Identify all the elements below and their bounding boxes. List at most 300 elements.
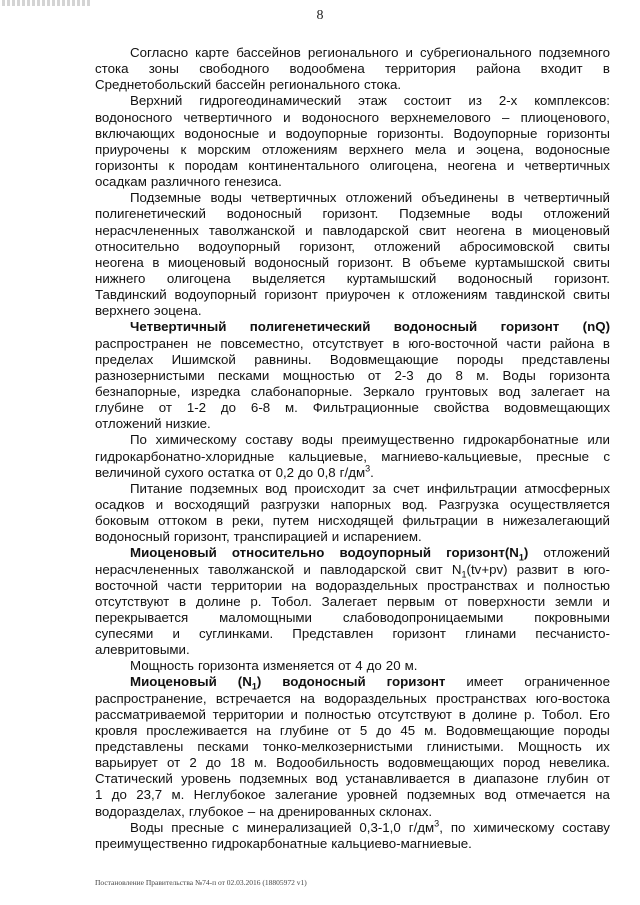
word: прослеживается [146, 722, 248, 738]
word: восточной [95, 577, 159, 593]
word: гидрокарбонатные [463, 432, 579, 448]
word: глубокое [188, 803, 244, 819]
word: подземных [239, 771, 308, 787]
text-line [95, 465, 610, 481]
word: состоит [403, 93, 452, 109]
word: водоносный [393, 319, 478, 335]
word: склонах. [379, 803, 433, 819]
word: от [444, 593, 458, 609]
word: горизонт. [337, 254, 394, 270]
word: песчанисто- [535, 626, 610, 642]
word: горизонт. [322, 206, 379, 222]
word: горизонты. [377, 125, 444, 141]
word: горизонт. [554, 270, 610, 286]
text-line [95, 432, 610, 448]
word: низкие. [165, 416, 211, 432]
word: 1-2 [186, 400, 207, 416]
word: к [398, 287, 405, 303]
word: представлены [521, 351, 610, 367]
word: м. [171, 787, 185, 803]
word: до [376, 722, 392, 738]
text-line [95, 674, 610, 693]
word: юго-восточной [408, 335, 498, 351]
word: В [402, 254, 411, 270]
word: поверхности [467, 593, 546, 609]
word: земли [555, 593, 593, 609]
word: путем [272, 513, 310, 529]
word: фильтрации [402, 513, 478, 529]
word: от [258, 464, 272, 480]
word: подземного [538, 45, 610, 60]
word: Миоценовый [130, 545, 217, 561]
word: кровля [95, 722, 138, 738]
word: горизонта [549, 367, 610, 383]
word: первым [387, 593, 435, 609]
word: стока. [363, 77, 402, 93]
word: воды [491, 206, 523, 222]
text-line [95, 45, 610, 61]
word: 8 [455, 367, 463, 383]
word: и [457, 141, 465, 157]
word: осадков [95, 496, 145, 512]
word: и [331, 529, 340, 545]
word: тонко-мелкозернистыми [262, 739, 413, 755]
word: куртамышской [474, 254, 565, 270]
word: химическому [155, 432, 237, 448]
word: в [602, 61, 610, 77]
word: представлены [95, 739, 184, 755]
word: водоупорный [339, 545, 432, 561]
word: в [486, 513, 494, 529]
text-line [95, 562, 610, 578]
word: мела [414, 141, 447, 157]
word: Тавдинский [95, 287, 167, 303]
word: Мощность [517, 739, 582, 755]
word: неогена [95, 254, 144, 270]
word: в [458, 771, 466, 787]
word: свит [415, 561, 443, 577]
word: восходящий [174, 496, 250, 512]
text-line [95, 497, 610, 513]
word: зоны [148, 61, 179, 77]
word: слабонапорные. [250, 383, 353, 399]
word: происходит [294, 480, 366, 496]
text-line [95, 126, 610, 142]
word: счет [393, 480, 420, 496]
word: на [259, 803, 274, 819]
word: относительно [95, 238, 180, 254]
word: горизонт, [299, 238, 356, 254]
word: гидрокарбонатные [211, 835, 328, 851]
word: и [405, 45, 413, 60]
word: преимущественно [95, 835, 208, 851]
text-line [95, 255, 610, 271]
word: четвертичный [523, 190, 610, 206]
word: уровней [347, 787, 398, 803]
word: оттоком [158, 513, 208, 529]
word: в [392, 335, 400, 351]
word: отложений [543, 545, 610, 561]
word: уровень [181, 771, 231, 787]
word: абросимовской [459, 238, 555, 254]
word: транспирацией [233, 529, 328, 545]
word: юго-востока [535, 690, 610, 706]
text-line [95, 93, 610, 109]
word: свиты [573, 287, 610, 303]
word: разнозернистыми [95, 367, 205, 383]
word: 5 [359, 722, 368, 738]
word: района [476, 61, 521, 77]
text-line [95, 287, 610, 303]
text-line [95, 513, 610, 529]
paragraph [95, 319, 610, 432]
word: породам [184, 157, 239, 173]
word: комплексов: [534, 93, 610, 109]
word: Воды [130, 819, 164, 835]
word: горизонты [546, 125, 610, 141]
word: водоразделах, [95, 803, 185, 819]
word: нижнего [95, 270, 146, 286]
word: Воды [502, 367, 536, 383]
word: и [283, 109, 291, 125]
paragraph [95, 190, 610, 319]
word: (nQ) [582, 319, 610, 335]
footer-citation: Постановление Правительства №74-п от 02.03.2016 (18805972 v1) [95, 878, 307, 887]
word: бассейн [215, 77, 266, 93]
word: распространен [95, 335, 189, 351]
text-line [95, 239, 610, 255]
page-number: 8 [316, 8, 324, 23]
word: пресные [536, 448, 590, 464]
word: слабоводопроницаемыми [342, 609, 504, 625]
word: горизонт [264, 287, 318, 303]
word: Тобол. [541, 706, 583, 722]
word: сухого [164, 464, 204, 480]
word: водовмещающих [387, 755, 494, 771]
word: мощностью [282, 367, 355, 383]
word: суглинками. [199, 626, 274, 642]
word: глубин [546, 771, 589, 787]
word: до [111, 787, 127, 803]
word: магниево-кальциевые, [381, 448, 522, 464]
word: 4 [355, 658, 363, 674]
word: гидрогеодинамический [199, 93, 342, 109]
word: 2-х [498, 93, 518, 109]
word: водораздельных [324, 690, 427, 706]
word: покровными [534, 609, 610, 625]
word: м. [254, 755, 267, 771]
word: плиоценового, [520, 109, 610, 125]
word: до [427, 367, 443, 383]
word: Водоупорные [453, 125, 538, 141]
word: $г/дм^3$. [339, 463, 374, 480]
word: верхнего [348, 141, 404, 157]
word: $N_1(tv+pv)$ [451, 561, 508, 580]
word: горизонты [95, 157, 159, 173]
paragraph [95, 45, 610, 93]
word: нисходящей [317, 513, 394, 529]
word: полностью [543, 577, 610, 593]
text-line [95, 804, 610, 820]
word: 0,2 [275, 464, 295, 480]
word: пресные [171, 819, 225, 835]
word: дренированных [277, 803, 376, 819]
text-line [95, 352, 610, 368]
word: грунтовых [425, 383, 488, 399]
word: приурочен [325, 287, 391, 303]
word: рассматриваемой [95, 706, 206, 722]
word: Неглубокое [193, 787, 266, 803]
word: безнапорные, [95, 383, 181, 399]
word: континентального [248, 157, 360, 173]
word: территории [212, 706, 284, 722]
word: химическому [473, 819, 555, 835]
word: р. [250, 593, 262, 609]
word: 0,8 [317, 464, 336, 480]
text-line [95, 626, 610, 642]
word: перекрывается [95, 609, 189, 625]
text-line [95, 77, 610, 93]
word: Статический [95, 771, 173, 787]
word: горизонт [500, 319, 560, 335]
word: водоносные [535, 141, 610, 157]
word: отложений [543, 206, 610, 222]
text-line [95, 707, 610, 723]
word: включающих [95, 125, 175, 141]
word: или [587, 432, 610, 448]
word: полигенетический [95, 206, 206, 222]
word: полигенетический [249, 319, 371, 335]
word: за [372, 480, 386, 496]
word: юго- [583, 561, 610, 577]
word: Водовмещающие [329, 351, 439, 367]
word: субрегионального [420, 45, 532, 60]
word: Среднетобольский [95, 77, 212, 93]
word: 18 [230, 755, 245, 771]
word: песками [218, 367, 270, 383]
word: кальциево-магниевые. [331, 835, 472, 851]
word: 2 [189, 755, 197, 771]
word: атмосферных [524, 480, 610, 496]
word: эоцена, [476, 141, 524, 157]
text-line [95, 271, 610, 287]
word: регионального [269, 77, 360, 93]
word: отсутствуют [95, 593, 170, 609]
word: развит [516, 561, 559, 577]
word: горизонт [392, 626, 447, 642]
word: к [180, 141, 187, 157]
word: с [603, 448, 610, 464]
word: не [196, 335, 212, 351]
word: водоносные [184, 125, 260, 141]
word: по [450, 819, 466, 835]
text-line [95, 658, 610, 674]
word: эоцена. [153, 303, 202, 319]
word: неогена [456, 222, 506, 238]
word: олигоцена, [369, 157, 438, 173]
word: преимущественно [341, 432, 455, 448]
word: водовмещающих [504, 400, 610, 416]
word: относительно [231, 545, 325, 561]
scan-artifact [2, 0, 92, 6]
word: горизонта [197, 658, 259, 674]
word: м. [424, 722, 437, 738]
word: Разгрузка [438, 496, 499, 512]
word: в [507, 190, 515, 206]
word: свит [418, 222, 447, 238]
word: $горизонт(N_1)$ [446, 545, 529, 564]
word: встречается [215, 690, 291, 706]
word: ограниченное [524, 674, 610, 690]
word: изредка [190, 383, 241, 399]
paragraph [95, 820, 610, 852]
word: на [256, 722, 271, 738]
word: на [300, 690, 315, 706]
word: Зеркало [363, 383, 415, 399]
word: минерализацией [246, 819, 352, 835]
text-line [95, 174, 610, 190]
word: тавдинской [495, 287, 566, 303]
word: территория [384, 61, 456, 77]
word: горизонт [386, 674, 446, 690]
word: водоупорный [198, 238, 281, 254]
word: 2-3 [394, 367, 414, 383]
word: Мощность [130, 658, 194, 674]
paragraph [95, 93, 610, 190]
word: супесями [95, 626, 154, 642]
word: Четвертичный [130, 319, 227, 335]
paragraph [95, 658, 610, 674]
text-line [95, 336, 610, 352]
word: в [178, 593, 187, 609]
word: пространствах [427, 577, 518, 593]
text-line [95, 416, 610, 432]
word: территории [211, 577, 283, 593]
word: до [366, 658, 382, 674]
text-line [95, 223, 610, 239]
word: глубине [95, 400, 144, 416]
word: с [232, 819, 239, 835]
word: 1 [95, 787, 103, 803]
word: свободного [199, 61, 270, 77]
word: Подземные [399, 206, 471, 222]
word: в [216, 513, 224, 529]
word: генезиса. [224, 174, 282, 190]
word: р. [523, 706, 536, 722]
word: реки, [232, 513, 264, 529]
word: осадкам [95, 174, 147, 190]
word: инфильтрации [426, 480, 518, 496]
word: Подземные [130, 190, 202, 206]
word: водоносного [301, 109, 380, 125]
word: четвертичного [183, 109, 272, 125]
word: глинистыми. [426, 739, 504, 755]
word: долине [195, 593, 241, 609]
word: По [130, 432, 147, 448]
text-line [95, 481, 610, 497]
word: отложений [373, 238, 441, 254]
word: песками [197, 739, 249, 755]
word: глубине [279, 722, 329, 738]
text-line [95, 820, 610, 836]
word: и [506, 157, 515, 173]
text-line [95, 319, 610, 335]
word: алевритовыми. [95, 642, 190, 658]
word: Водовмещающие [445, 722, 555, 738]
paragraph [95, 481, 610, 546]
word: из [468, 93, 482, 109]
word: вод [265, 480, 287, 496]
word: водообмена [289, 61, 365, 77]
word: приурочены [95, 141, 170, 157]
word: водораздельных [315, 577, 418, 593]
word: гидрокарбонатно-хлоридные [95, 448, 275, 464]
word: свиты [573, 254, 610, 270]
word: различного [150, 174, 221, 190]
word: отложениям [261, 141, 338, 157]
word: напорных [330, 496, 391, 512]
word: остатка [207, 464, 255, 480]
word: – [502, 109, 510, 125]
word: кальциевые, [288, 448, 367, 464]
paragraph [95, 545, 610, 658]
text-line [95, 578, 610, 594]
word: отмечается [515, 787, 586, 803]
word: свиты [573, 238, 610, 254]
word: вод [315, 771, 338, 787]
word: в [152, 254, 160, 270]
word: свойства [433, 400, 490, 416]
word: отложений [345, 190, 413, 206]
word: на [595, 787, 610, 803]
word: стока [95, 61, 129, 77]
word: равнины. [254, 351, 312, 367]
text-line [95, 384, 610, 400]
word: и [172, 626, 180, 642]
word: воды [301, 432, 333, 448]
word: и [602, 593, 610, 609]
paragraph [95, 674, 610, 819]
word: карте [195, 45, 230, 60]
word: имеет [466, 674, 504, 690]
word: морским [197, 141, 251, 157]
word: от [338, 658, 352, 674]
word: в [567, 561, 575, 577]
word: Миоценовый [130, 674, 217, 690]
word: неогена [447, 157, 497, 173]
word: отложений [95, 416, 162, 432]
word: боковым [95, 513, 150, 529]
word: четвертичных [251, 190, 337, 206]
text-line [95, 723, 610, 739]
word: изменяется [262, 658, 335, 674]
word: Верхний [130, 93, 183, 109]
word: водоупорный [174, 287, 257, 303]
word: м. [476, 367, 490, 383]
text-line [95, 303, 610, 319]
word: составу [562, 819, 610, 835]
word: водоносный [254, 254, 330, 270]
word: от [367, 367, 382, 383]
word: павлодарской [319, 561, 407, 577]
word: регионального [307, 45, 399, 60]
word: до [298, 464, 314, 480]
word: нерасчлененных [95, 222, 199, 238]
word: диапазоне [473, 771, 539, 787]
word: таволжанской [208, 222, 295, 238]
text-line [95, 206, 610, 222]
word: и [268, 125, 277, 141]
